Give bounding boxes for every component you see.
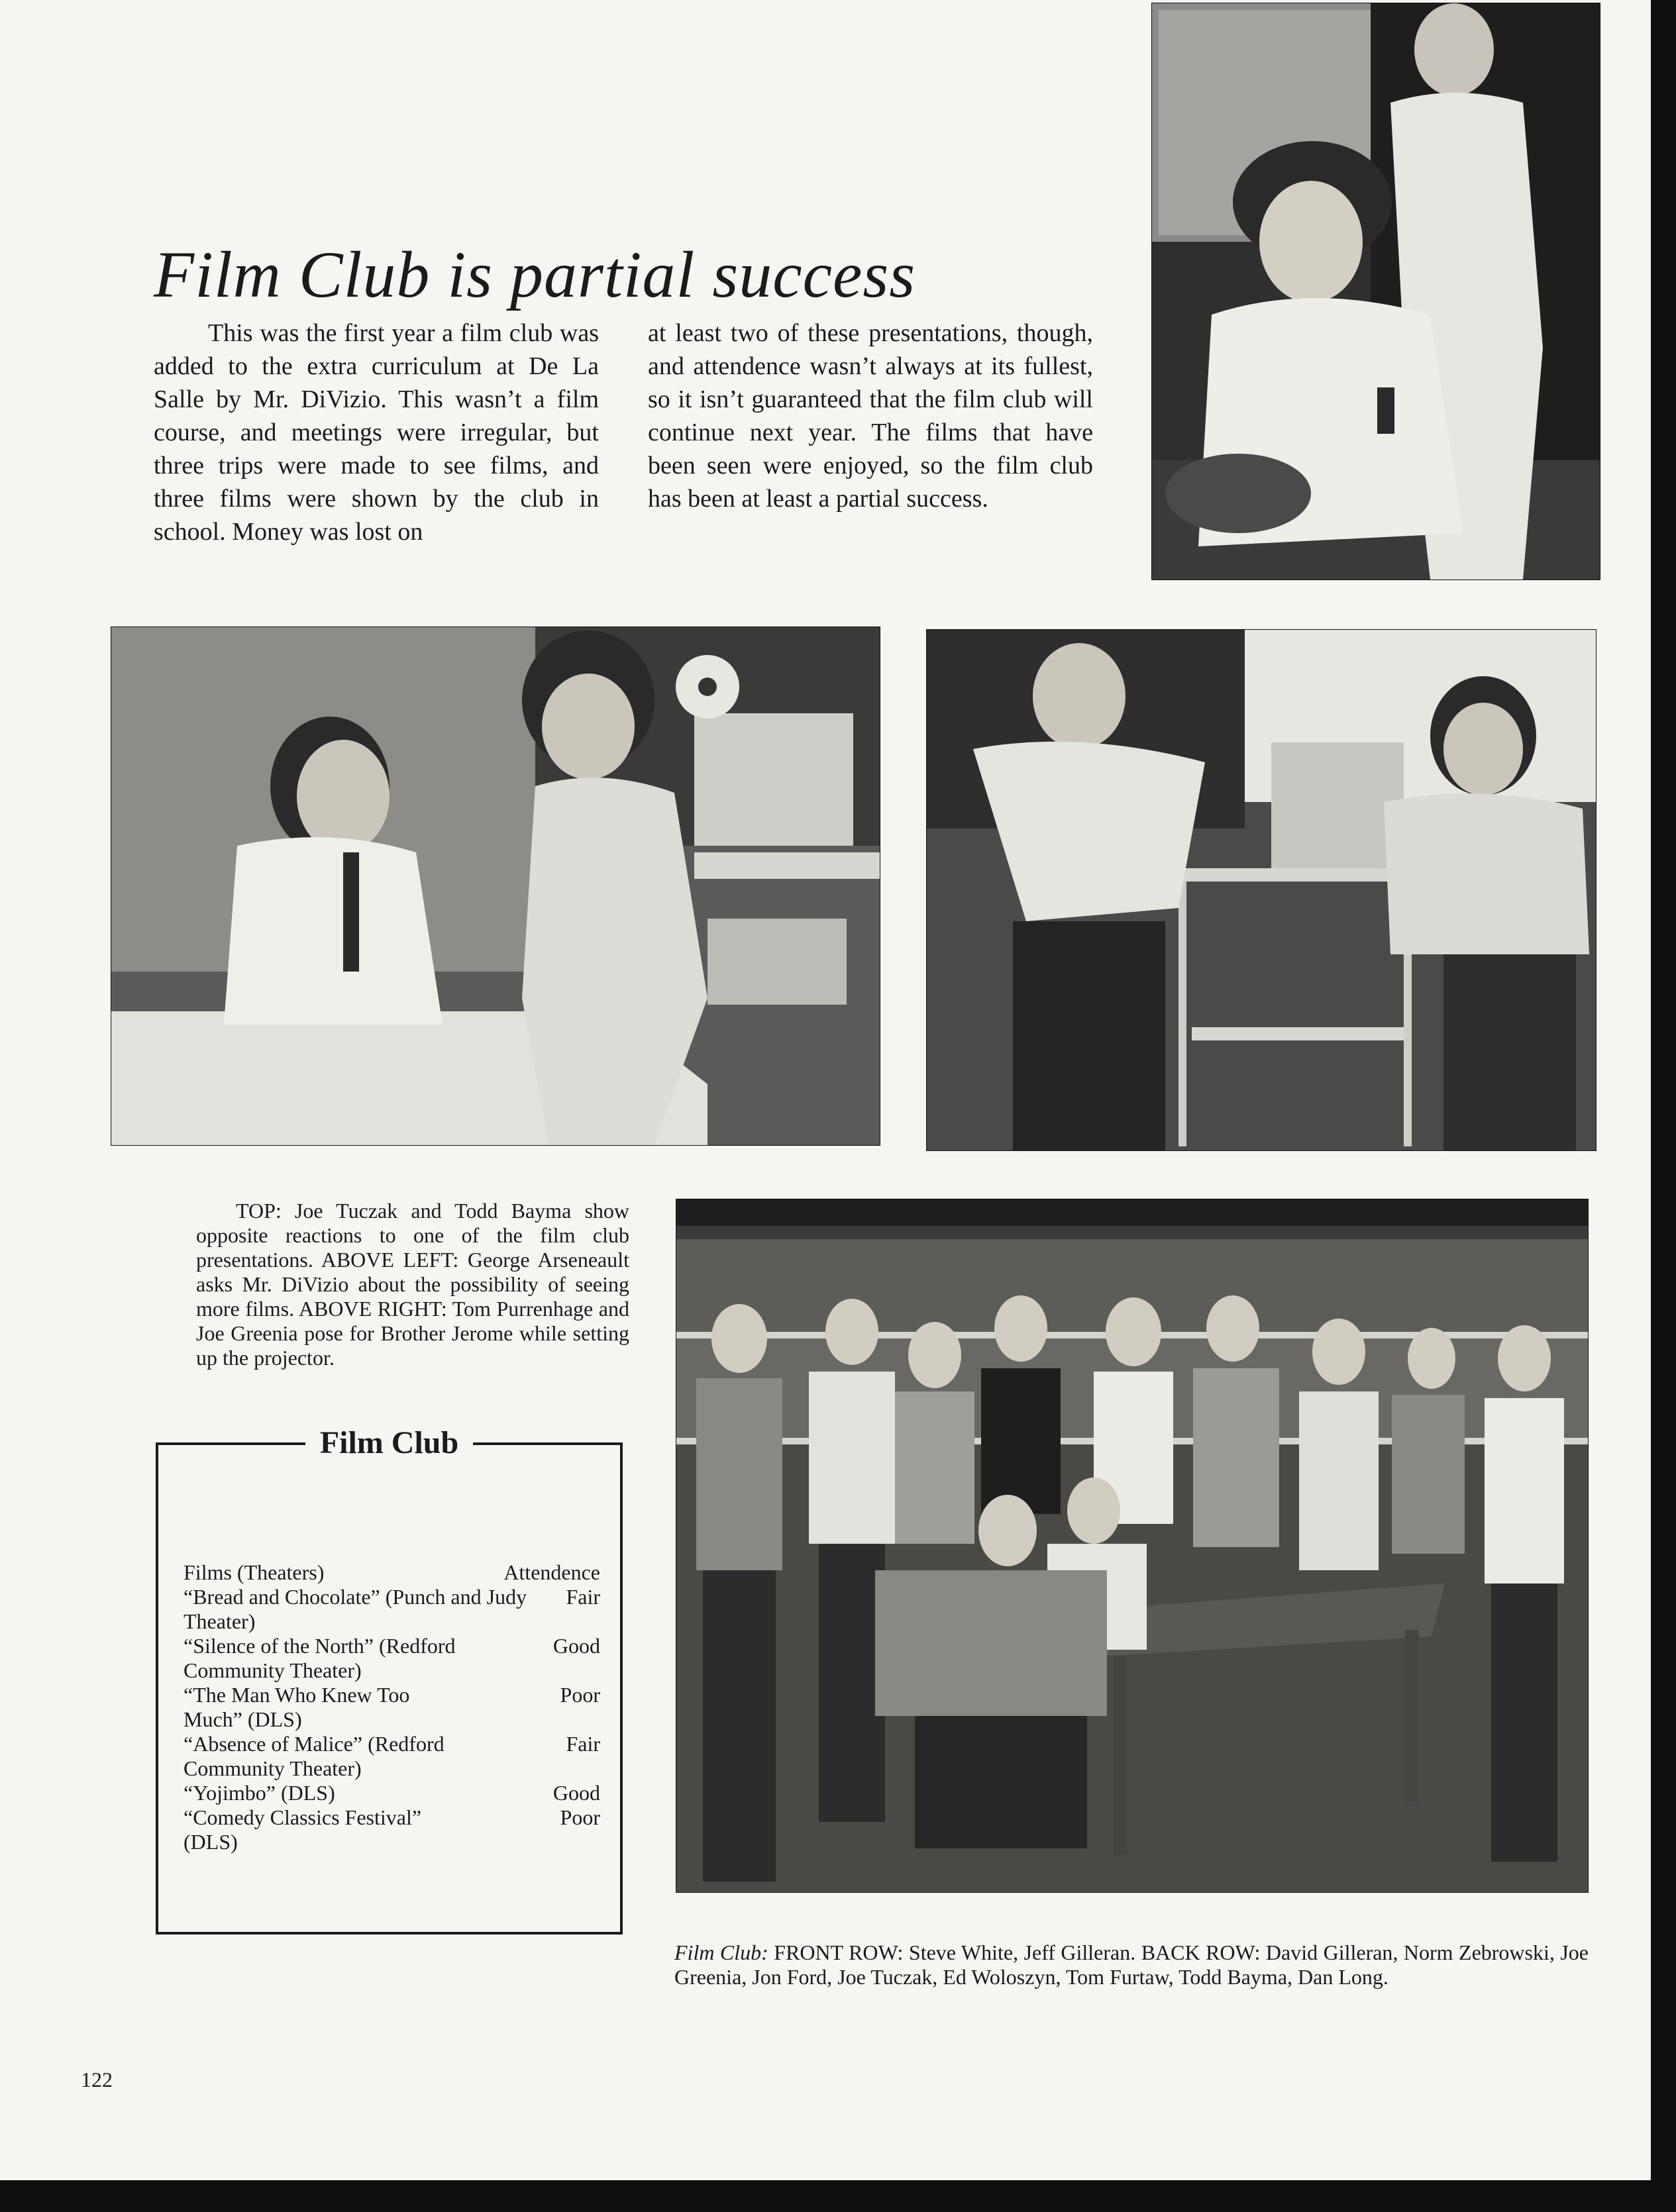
attendance-value: Poor [560,1683,600,1707]
photo-teacher-and-student [111,627,880,1146]
film-club-table-box [156,1425,623,1935]
table-row [183,1585,600,1634]
intro-text-column-1: This was the first year a film club was added to the extra curriculum at De La Salle by Mr. DiVizio. This wasn’t a film course, and meetings were irregular, but three trips were made to see films, and three films were shown by the club in school. Money was lost on [154,319,599,546]
group-photo-caption [674,1940,1589,1989]
page-title: Film Club is partial success [154,238,916,311]
header-films: Films (Theaters) [183,1560,325,1584]
film-title: “Comedy Classics Festival” (DLS) [183,1805,422,1854]
attendance-value: Fair [566,1585,600,1609]
attendance-value: Fair [566,1732,600,1756]
table-row [183,1732,600,1781]
attendance-value: Good [552,1634,600,1658]
photo-top-two-students [1151,3,1600,580]
box-title-wrap [158,1425,620,1461]
table-row [183,1781,600,1805]
table-row [183,1683,600,1732]
scan-edge-right [1651,0,1676,2212]
table-row [183,1634,600,1683]
film-title: “Yojimbo” (DLS) [183,1781,335,1805]
table-row [183,1805,600,1854]
film-title: “The Man Who Knew Too Much” (DLS) [183,1683,410,1731]
attendance-value: Poor [560,1805,600,1829]
film-attendance-table [183,1560,600,1854]
group-caption-label: Film Club: [674,1940,768,1964]
photo-film-club-group [676,1199,1589,1893]
film-title: “Silence of the North” (Redford Community Theater) [183,1634,456,1682]
group-caption-text: FRONT ROW: Steve White, Jeff Gilleran. BACK ROW: David Gilleran, Norm Zebrowski, Joe Greenia, Jon Ford, Joe Tuczak, Ed Woloszyn, Tom Furtaw, Todd Bayma, Dan Long. [674,1940,1589,1989]
intro-text-column-2: at least two of these presentations, though, and attendence wasn’t always at its fullest, so it isn’t guaranteed that the film club will continue next year. The films that have been seen were enjoyed, so the film club has been at least a partial success. [648,319,1093,513]
film-title: “Absence of Malice” (Redford Community Theater) [183,1732,445,1780]
page-number: 122 [81,2068,113,2091]
box-title: Film Club [305,1425,473,1461]
attendance-value: Good [552,1781,600,1805]
scan-edge-bottom [0,2180,1676,2212]
photo-students-with-projector [926,629,1597,1151]
table-header [183,1560,600,1585]
film-title: “Bread and Chocolate” (Punch and Judy Theater) [183,1585,527,1633]
photo-caption: TOP: Joe Tuczak and Todd Bayma show opposite reactions to one of the film club presentations. ABOVE LEFT: George Arseneault asks Mr. DiVizio about the possibility of seeing more films. ABOVE RIGHT: Tom Purrenhage and Joe Greenia pose for Brother Jerome while setting up the projector. [196,1199,629,1370]
header-attendance: Attendence [503,1560,600,1584]
